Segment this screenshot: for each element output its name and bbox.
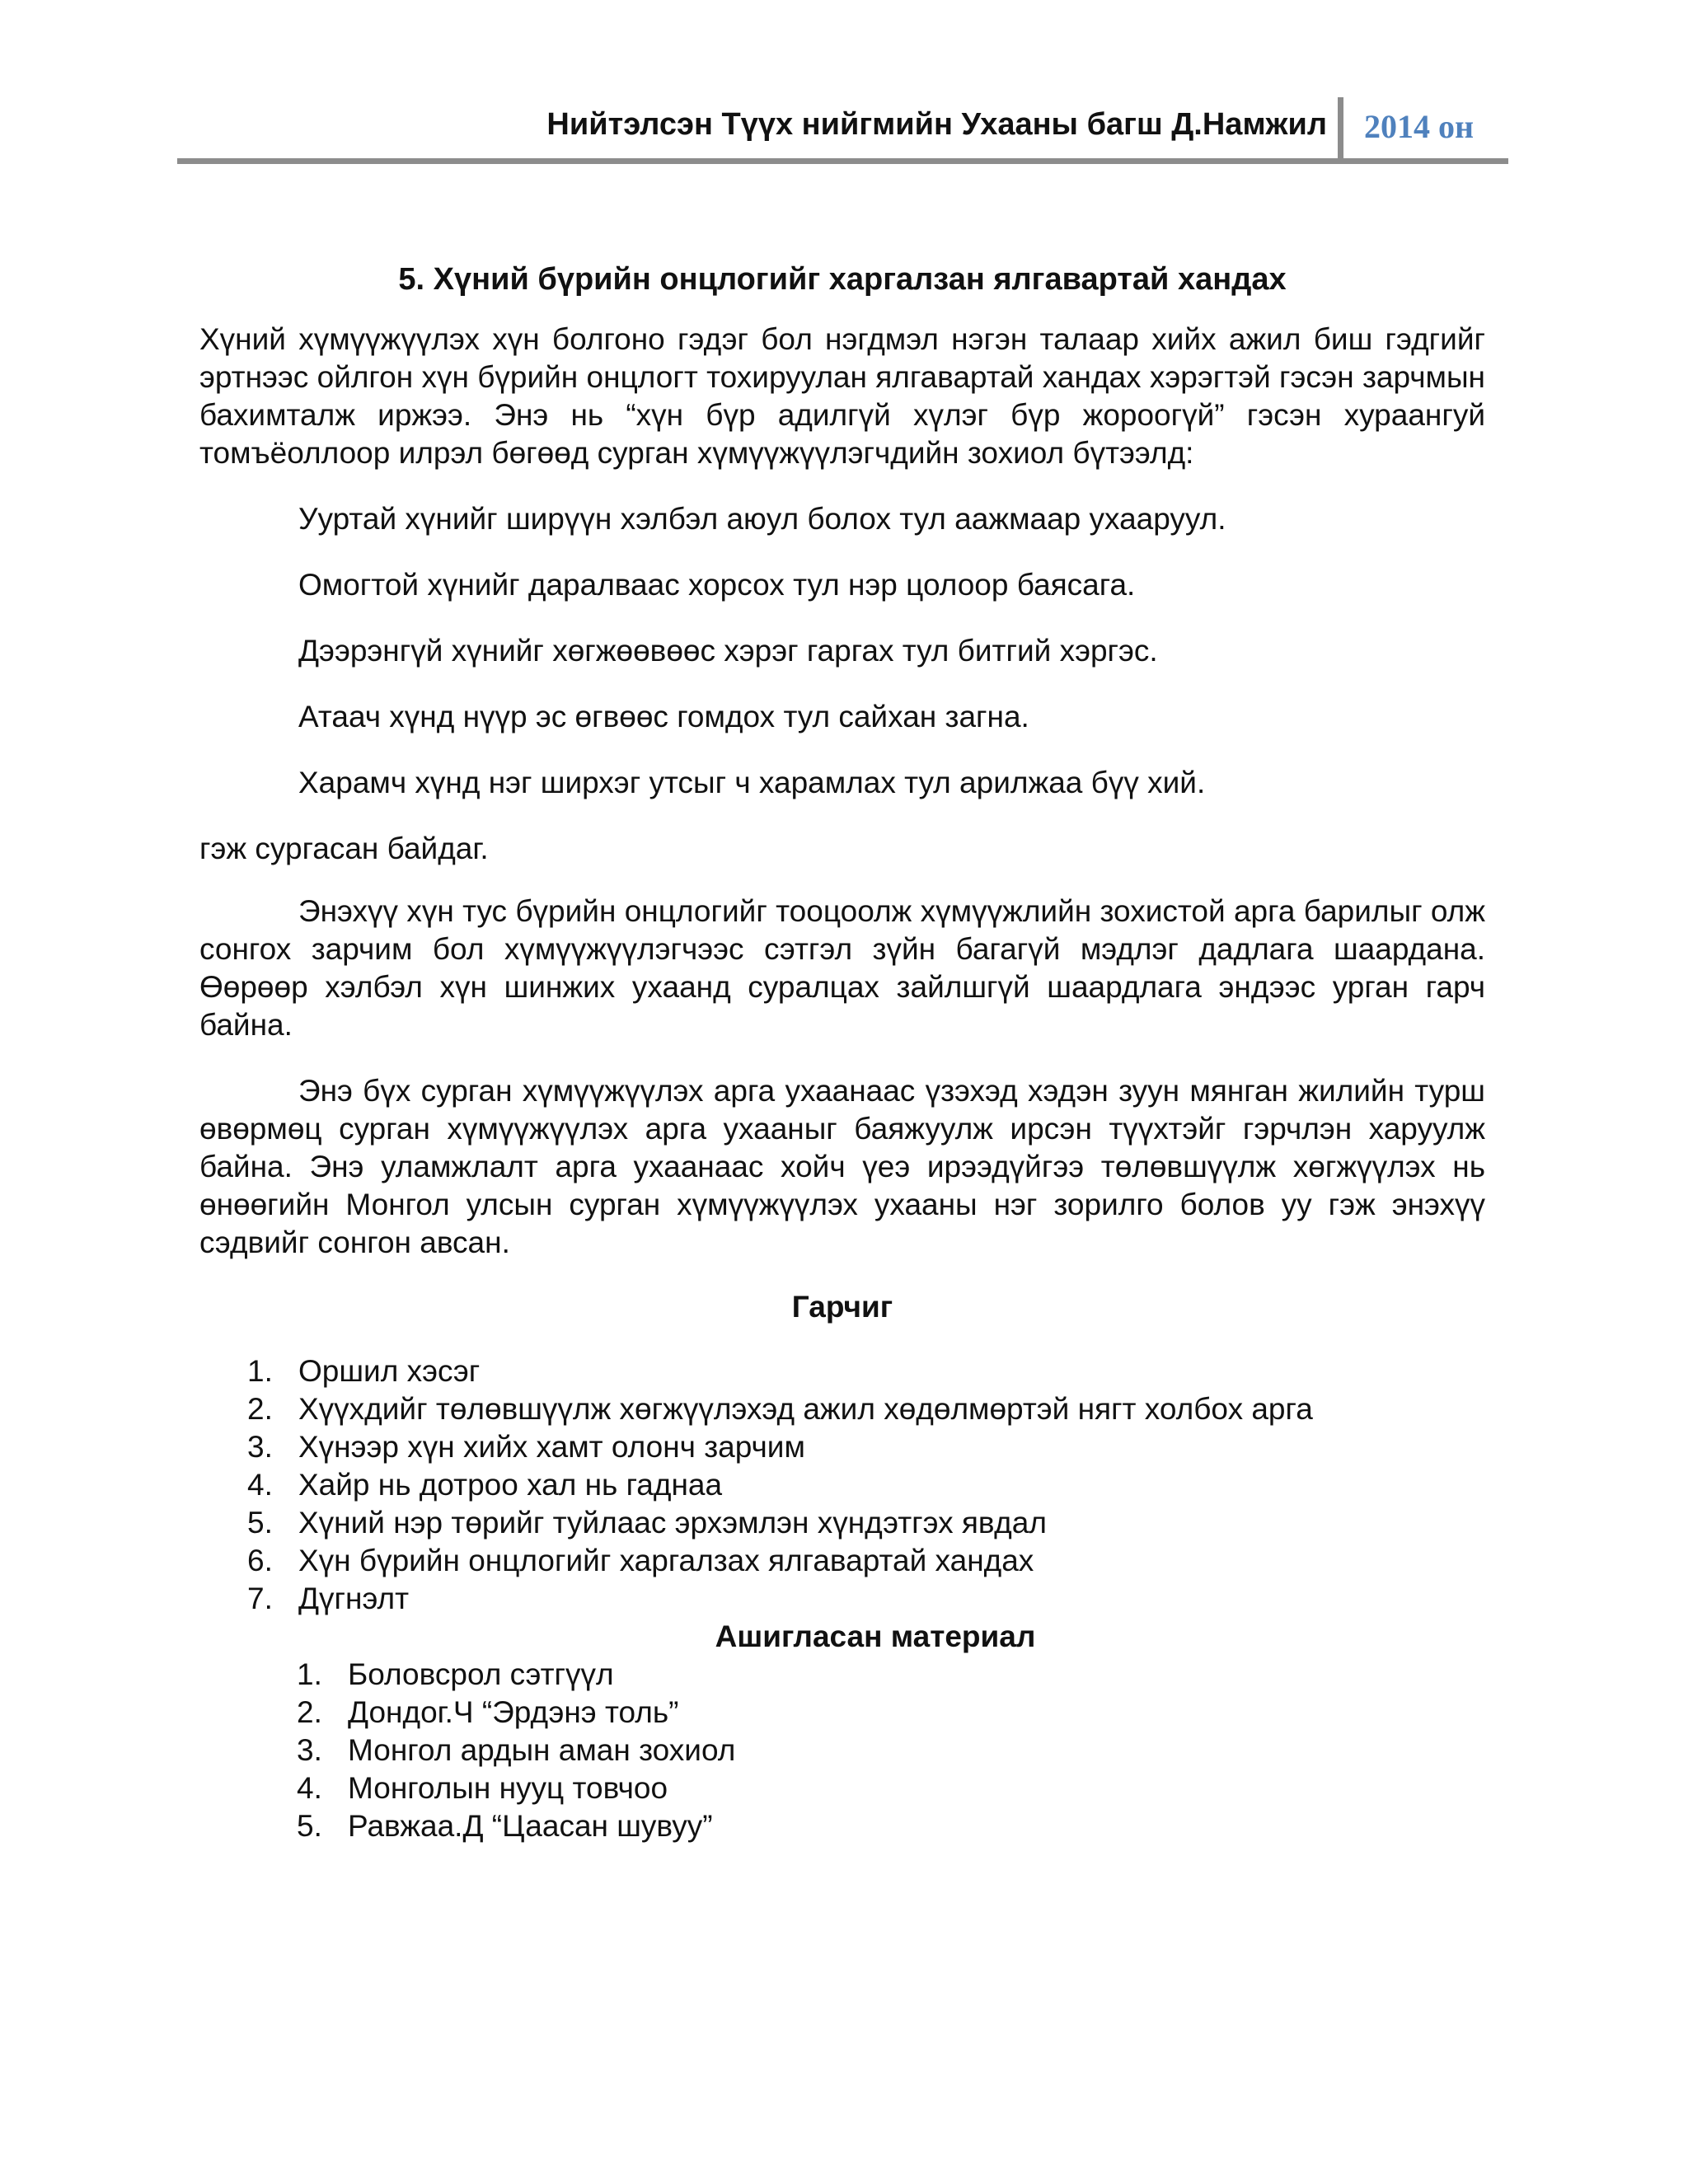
list-text: Дондог.Ч “Эрдэнэ толь” xyxy=(348,1695,679,1729)
saying-item: Омогтой хүнийг даралваас хорсох тул нэр цолоор баясага. xyxy=(298,568,1136,602)
saying-item: Дээрэнгүй хүнийг хөгжөөвөөс хэрэг гаргах тул битгий хэргэс. xyxy=(298,634,1158,668)
list-number: 3. xyxy=(297,1733,322,1767)
list-number: 4. xyxy=(247,1468,273,1502)
list-item xyxy=(199,1542,1485,1580)
list-text: Хүүхдийг төлөвшүүлж хөгжүүлэхэд ажил хөдөлмөртэй нягт холбох арга xyxy=(298,1392,1313,1426)
list-text: Хүн бүрийн онцлогийг харгалзах ялгавартай хандах xyxy=(298,1544,1034,1577)
list-text: Монголын нууц товчоо xyxy=(348,1771,668,1805)
materials-list xyxy=(199,1656,1485,1845)
list-text: Равжаа.Д “Цаасан шувуу” xyxy=(348,1809,713,1843)
list-number: 1. xyxy=(297,1657,322,1691)
list-text: Боловсрол сэтгүүл xyxy=(348,1657,614,1691)
header-divider xyxy=(1338,97,1343,158)
saying-item: Атаач хүнд нүүр эс өгвөөс гомдох тул сайхан загна. xyxy=(298,700,1029,733)
list-number: 2. xyxy=(297,1695,322,1729)
list-text: Монгол ардын аман зохиол xyxy=(348,1733,736,1767)
list-text: Оршил хэсэг xyxy=(298,1354,481,1388)
saying-item: Харамч хүнд нэг ширхэг утсыг ч харамлах тул арилжаа бүү хий. xyxy=(298,766,1206,799)
header-rule xyxy=(177,158,1508,164)
intro-paragraph: Хүний хүмүүжүүлэх хүн болгоно гэдэг бол нэгдмэл нэгэн талаар хийх ажил биш гэдгийг эртнээс ойлгон хүн бүрийн онцлогт тохируулан ялгавартай хандах хэрэгтэй гэсэн зарчмын бахимталж иржээ. Энэ нь “хүн бүр адилгүй хүлэг бүр жороогүй” гэсэн хураангуй томъёоллоор илрэл бөгөөд сурган хүмүүжүүлэгчдийн зохиол бүтээлд: xyxy=(199,322,1485,470)
materials-heading: Ашигласан материал xyxy=(715,1619,1036,1653)
list-number: 1. xyxy=(247,1354,273,1388)
body-paragraph: Энэхүү хүн тус бүрийн онцлогийг тооцоолж хүмүүжлийн зохистой арга барилыг олж сонгох зарчим бол хүмүүжүүлэгчээс сэтгэл зүйн багагүй мэдлэг дадлага шаардана. Өөрөөр хэлбэл хүн шинжих ухаанд суралцах зайлшгүй шаардлага эндээс урган гарч байна. xyxy=(199,894,1485,1042)
list-number: 6. xyxy=(247,1544,273,1577)
list-item xyxy=(199,1656,1485,1694)
list-text: Дүгнэлт xyxy=(298,1582,410,1615)
list-item xyxy=(199,1352,1485,1390)
list-item xyxy=(199,1428,1485,1466)
toc-heading: Гарчиг xyxy=(791,1290,893,1324)
list-number: 7. xyxy=(247,1582,273,1615)
list-item xyxy=(199,1694,1485,1732)
list-item xyxy=(199,1504,1485,1542)
document-body xyxy=(199,262,1485,1845)
list-number: 4. xyxy=(297,1771,322,1805)
list-number: 5. xyxy=(297,1809,322,1843)
closing-line: гэж сургасан байдаг. xyxy=(199,832,489,865)
list-number: 5. xyxy=(247,1506,273,1540)
list-text: Хүнээр хүн хийх хамт олонч зарчим xyxy=(298,1430,805,1464)
list-item xyxy=(199,1466,1485,1504)
header-author: Нийтэлсэн Түүх нийгмийн Ухааны багш Д.Намжил xyxy=(546,107,1327,142)
list-text: Хүний нэр төрийг туйлаас эрхэмлэн хүндэтгэх явдал xyxy=(298,1506,1047,1540)
list-item xyxy=(199,1580,1485,1618)
toc-list xyxy=(199,1352,1485,1618)
page-header xyxy=(177,97,1508,163)
list-text: Хайр нь дотроо хал нь гаднаа xyxy=(298,1468,723,1502)
saying-item: Ууртай хүнийг ширүүн хэлбэл аюул болох тул аажмаар ухааруул. xyxy=(298,502,1226,536)
list-item xyxy=(199,1769,1485,1807)
list-item xyxy=(199,1807,1485,1845)
header-year: 2014 он xyxy=(1364,108,1475,145)
list-number: 3. xyxy=(247,1430,273,1464)
list-number: 2. xyxy=(247,1392,273,1426)
body-paragraph: Энэ бүх сурган хүмүүжүүлэх арга ухаанаас үзэхэд хэдэн зуун мянган жилийн турш өвөрмөц сурган хүмүүжүүлэх арга ухааныг баяжуулж ирсэн түүхтэйг гэрчлэн харуулж байна. Энэ уламжлалт арга ухаанаас хойч үеэ ирээдүйгээ төлөвшүүлж хөгжүүлэх нь өнөөгийн Монгол улсын сурган хүмүүжүүлэх ухааны нэг зорилго болов уу гэж энэхүү сэдвийг сонгон авсан. xyxy=(199,1074,1485,1259)
list-item xyxy=(199,1732,1485,1769)
list-item xyxy=(199,1390,1485,1428)
section-title: 5. Хүний бүрийн онцлогийг харгалзан ялгавартай хандах xyxy=(398,262,1287,297)
